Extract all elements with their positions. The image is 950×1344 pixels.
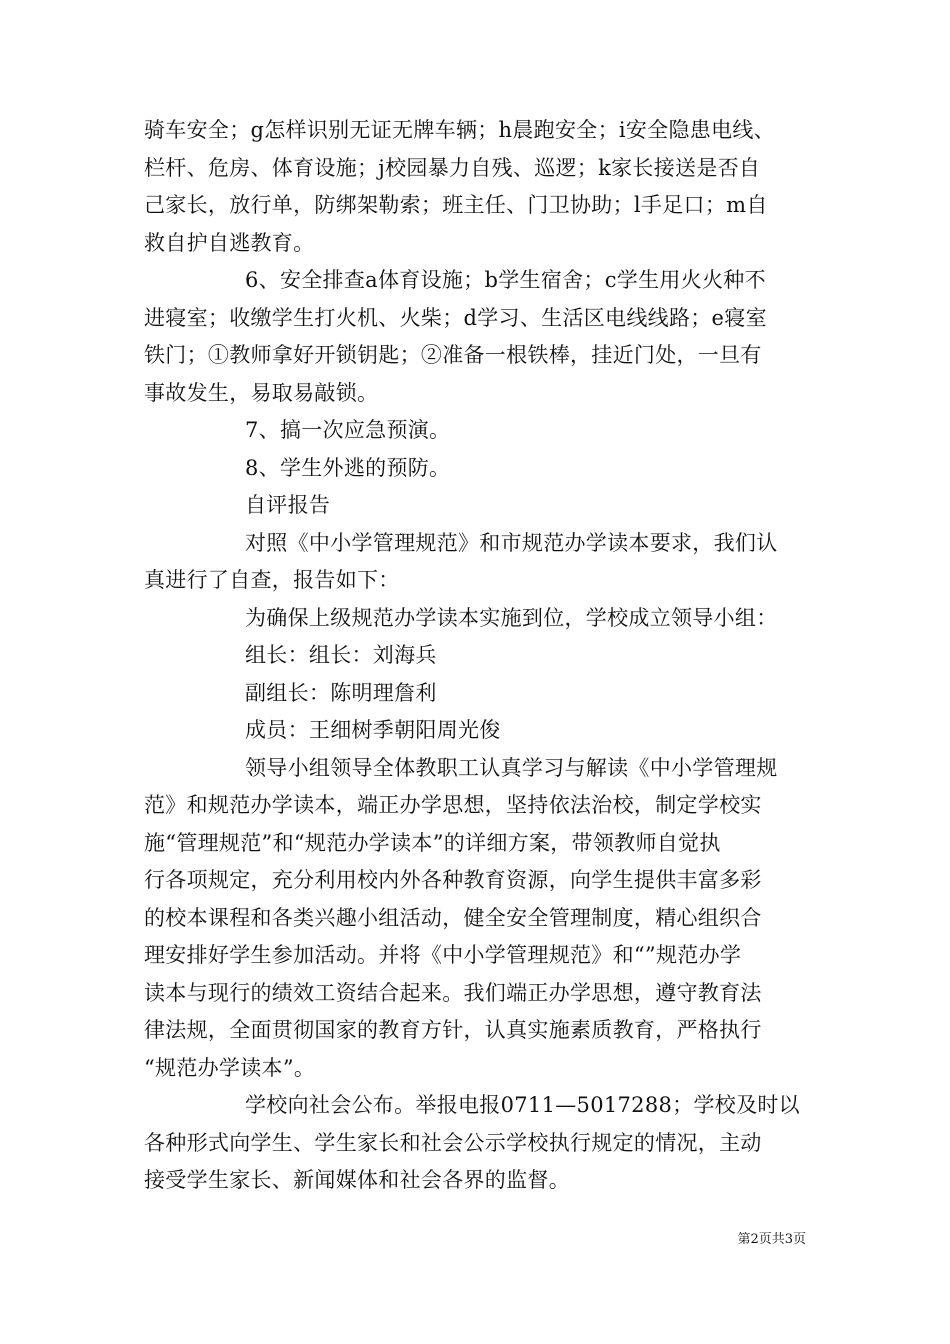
text-line: 理安排好学生参加活动。并将《中小学管理规范》和“”规范办学 bbox=[144, 943, 742, 967]
paragraph-start-line: 7、搞一次应急预演。 bbox=[245, 418, 451, 442]
section-heading: 自评报告 bbox=[245, 493, 331, 517]
paragraph-start-line: 学校向社会公布。举报电报0711—5017288；学校及时以 bbox=[245, 1093, 800, 1117]
text-line: 进寝室；收缴学生打火机、火柴；d学习、生活区电线线路；e寝室 bbox=[144, 305, 767, 330]
text-line: 真进行了自查，报告如下： bbox=[144, 568, 400, 592]
text-line: 范》和规范办学读本，端正办学思想，坚持依法治校，制定学校实 bbox=[144, 793, 762, 817]
text-line: 栏杆、危房、体育设施；j校园暴力自残、巡逻；k家长接送是否自 bbox=[144, 155, 761, 180]
text-line: 的校本课程和各类兴趣小组活动，健全安全管理制度，精心组织合 bbox=[144, 905, 762, 930]
paragraph-start-line: 6、安全排查a体育设施；b学生宿舍；c学生用火火种不 bbox=[245, 268, 766, 292]
document-body bbox=[144, 112, 808, 1200]
page-number-footer: 第2页共3页 bbox=[737, 1232, 806, 1247]
text-line: 接受学生家长、新闻媒体和社会各界的监督。 bbox=[144, 1168, 570, 1192]
paragraph-start-line: 对照《中小学管理规范》和市规范办学读本要求，我们认 bbox=[245, 530, 778, 555]
text-line: “规范办学读本”。 bbox=[144, 1055, 316, 1080]
text-line: 铁门；①教师拿好开锁钥匙；②准备一根铁棒，挂近门处，一旦有 bbox=[144, 343, 762, 367]
paragraph-start-line: 领导小组领导全体教职工认真学习与解读《中小学管理规 bbox=[245, 755, 778, 780]
paragraph-start-line: 为确保上级规范办学读本实施到位，学校成立领导小组： bbox=[245, 605, 778, 630]
text-line: 救自护自逃教育。 bbox=[144, 230, 315, 255]
paragraph-start-line: 成员：王细树季朝阳周光俊 bbox=[245, 718, 501, 742]
paragraph-start-line: 组长：组长：刘海兵 bbox=[245, 643, 437, 667]
text-line: 骑车安全；g怎样识别无证无牌车辆；h晨跑安全；i安全隐患电线、 bbox=[144, 118, 775, 142]
text-line: 己家长，放行单，防绑架勒索；班主任、门卫协助；l手足口；m自 bbox=[144, 193, 768, 217]
text-line: 事故发生，易取易敲锁。 bbox=[144, 380, 379, 405]
text-line: 读本与现行的绩效工资结合起来。我们端正办学思想，遵守教育法 bbox=[144, 980, 762, 1005]
paragraph-start-line: 8、学生外逃的预防。 bbox=[245, 455, 451, 480]
paragraph-start-line: 副组长：陈明理詹利 bbox=[245, 680, 437, 705]
text-line: 行各项规定，充分利用校内外各种教育资源，向学生提供丰富多彩 bbox=[144, 868, 762, 892]
text-line: 各种形式向学生、学生家长和社会公示学校执行规定的情况，主动 bbox=[144, 1130, 762, 1155]
text-line: 施“管理规范”和“规范办学读本”的详细方案，带领教师自觉执 bbox=[144, 830, 721, 855]
text-line: 律法规，全面贯彻国家的教育方针，认真实施素质教育，严格执行 bbox=[144, 1018, 762, 1042]
